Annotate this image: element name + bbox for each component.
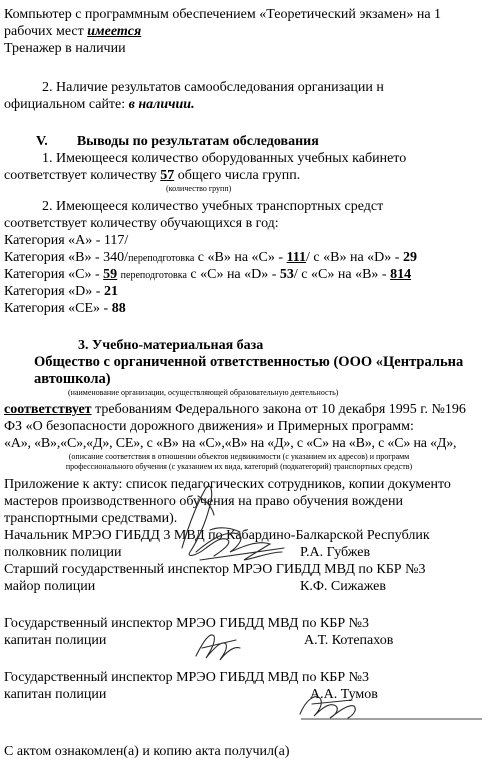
simulator-text: Тренажер в наличии: [4, 41, 126, 56]
signer-1-position: Начальник МРЭО ГИБДД 3 МВД по Кабардино-Балкарской Республик: [4, 528, 430, 543]
acknowledgement-line: [4, 743, 489, 760]
compliance-status: соответствует: [4, 402, 92, 417]
programs-note-text-1: (описание соответствия в отношении объектов недвижимости (с указанием их адресов) и программ: [68, 452, 410, 461]
appendix-line-1: [4, 476, 489, 493]
org-name-line-2: [4, 371, 489, 388]
signer-2-name: К.Ф. Сижажев: [300, 579, 386, 594]
signer-3-name: А.Т. Котепахов: [304, 633, 394, 648]
category-ce-count: 88: [111, 301, 126, 316]
equipment-line-2: [4, 23, 489, 40]
classrooms-count: 57: [160, 168, 175, 183]
category-c-line: [4, 266, 489, 283]
signer-4-position: Государственный инспектор МРЭО ГИБДД МВД по КБР №3: [4, 670, 369, 685]
programs-note-1: [4, 452, 474, 462]
org-note: [4, 388, 489, 398]
signer-4-rank: капитан полиции: [4, 687, 107, 702]
vehicles-line-1: [4, 198, 489, 215]
equipment-text: Компьютер с программным обеспечением «Теоретический экзамен» на 1: [4, 7, 442, 22]
category-b-line: [4, 249, 489, 266]
signer-2-rank: майор полиции: [4, 579, 96, 594]
programs-text: «А», «В»,«С»,«Д», СЕ», с «В» на «С»,«В» на «Д», с «С» на «В», с «С» на «Д»,: [4, 436, 457, 451]
programs-note-2: [4, 462, 474, 472]
signer-1-rank-line: [4, 544, 489, 561]
section-v-heading: [4, 133, 489, 150]
category-ce-text: Категория «СЕ» -: [4, 301, 109, 316]
self-exam-text-2: официальном сайте:: [4, 97, 126, 112]
groups-count-note: (количество групп): [166, 184, 232, 193]
category-a-line: [4, 232, 489, 249]
section-v-number: V.: [36, 134, 48, 149]
classrooms-line-2: [4, 167, 489, 184]
classrooms-line-1: [4, 150, 489, 167]
category-c-text-2: с «С» на «D» -: [190, 267, 277, 282]
classrooms-text: 1. Имеющееся количество оборудованных учебных кабинето: [42, 151, 407, 166]
category-b-text-3: / с «В» на «D» -: [306, 250, 400, 265]
category-b-text: Категория «В» - 340/: [4, 250, 129, 265]
section-3-title: 3. Учебно-материальная база: [78, 338, 264, 353]
vehicles-text-2: соответствует количеству обучающихся в год:: [4, 216, 279, 231]
category-c-text-3: / с «С» на «В» -: [293, 267, 387, 282]
category-c-text: Категория «С» -: [4, 267, 100, 282]
appendix-text-2: мастеров производственного обучения на право обучения вождени: [4, 494, 403, 509]
appendix-text-3: транспортными средствами).: [4, 511, 178, 526]
signer-2-position: Старший государственный инспектор МРЭО ГИБДД МВД по КБР №3: [4, 562, 426, 577]
category-d-text: Категория «D» -: [4, 284, 101, 299]
appendix-line-3: [4, 510, 489, 527]
self-exam-line-2: [4, 96, 489, 113]
equipment-line-1: [4, 6, 489, 23]
signer-1-title: [4, 527, 489, 544]
category-c-retraining: переподготовка: [120, 270, 187, 281]
org-name-line-1: [4, 354, 489, 371]
compliance-line: [4, 401, 489, 418]
classrooms-text-2: соответствует количеству: [4, 168, 157, 183]
signer-3-rank: капитан полиции: [4, 633, 107, 648]
org-name-2: автошкола): [34, 371, 111, 387]
category-d-line: [4, 283, 489, 300]
equipment-text-2: рабочих мест: [4, 24, 84, 39]
acknowledgement-text: С актом ознакомлен(а) и копию акта получил(а): [4, 744, 290, 759]
signer-2-rank-line: [4, 578, 489, 595]
compliance-text: требованиям Федерального закона от 10 декабря 1995 г. №196: [95, 402, 466, 417]
programs-line: [4, 435, 489, 452]
signer-3-rank-line: [4, 632, 489, 649]
signer-1-rank: полковник полиции: [4, 545, 122, 560]
signer-1-name: Р.А. Губжев: [300, 545, 371, 560]
appendix-text: Приложение к акту: список педагогических сотрудников, копии документо: [4, 477, 451, 492]
section-3-heading: [4, 337, 489, 354]
vehicles-text: 2. Имеющееся количество учебных транспортных средст: [42, 199, 384, 214]
simulator-line: [4, 40, 489, 57]
category-ce-line: [4, 300, 489, 317]
org-note-text: (наименование организации, осуществляющей образовательную деятельность): [68, 388, 339, 397]
category-b-count-2: 29: [402, 250, 417, 265]
signer-3-title: [4, 615, 489, 632]
law-text: ФЗ «О безопасности дорожного движения» и Примерных программ:: [4, 419, 414, 434]
self-exam-text: 2. Наличие результатов самообследования организации н: [42, 80, 384, 95]
category-a-text: Категория «А» - 117/: [4, 233, 129, 248]
document-page: [4, 6, 489, 760]
category-c-count-3: 814: [390, 267, 412, 282]
equipment-status: имеется: [87, 24, 142, 39]
appendix-line-2: [4, 493, 489, 510]
self-exam-line-1: [4, 79, 489, 96]
category-b-retraining: переподготовка: [128, 253, 195, 264]
law-line: [4, 418, 489, 435]
section-v-title: Выводы по результатам обследования: [76, 134, 319, 149]
vehicles-line-2: [4, 215, 489, 232]
self-exam-status: в наличии.: [128, 97, 195, 112]
signer-2-title: [4, 561, 489, 578]
org-name: Общество с органиченной ответственностью (ООО «Центральна: [34, 354, 464, 370]
category-b-text-2: с «В» на «С» -: [197, 250, 284, 265]
category-b-count-1: 111: [286, 250, 307, 265]
classrooms-text-3: общего числа групп.: [177, 168, 301, 183]
category-c-count-2: 53: [279, 267, 294, 282]
category-c-count-1: 59: [103, 267, 118, 282]
signer-4-title: [4, 669, 489, 686]
programs-note-text-2: профессионального обучения (с указанием их вида, категорий (подкатегорий) транспортных средств): [65, 462, 413, 471]
classrooms-note: [4, 184, 489, 194]
signer-4-rank-line: [4, 686, 489, 703]
signer-3-position: Государственный инспектор МРЭО ГИБДД МВД по КБР №3: [4, 616, 369, 631]
signer-4-name: А.А. Тумов: [310, 687, 378, 702]
category-d-count: 21: [103, 284, 118, 299]
